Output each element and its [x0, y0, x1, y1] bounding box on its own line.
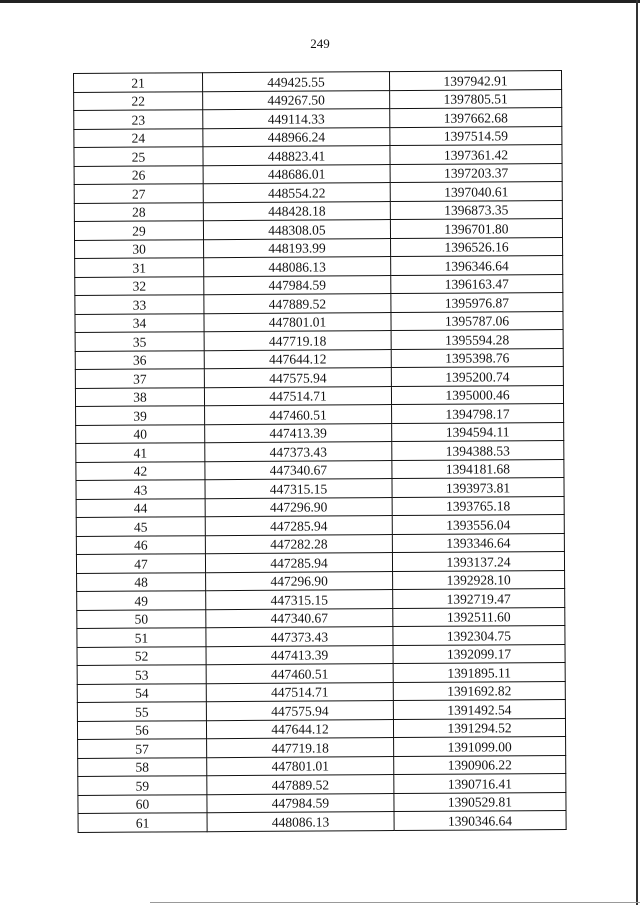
point-number-cell: 49 [77, 591, 206, 610]
table-row [74, 200, 562, 221]
y-coordinate-cell: 1392099.17 [393, 644, 565, 664]
x-coordinate-cell: 447719.18 [204, 331, 391, 351]
x-coordinate-cell: 448193.99 [204, 238, 391, 258]
y-coordinate-cell: 1397514.59 [390, 126, 562, 146]
table-row [74, 89, 562, 110]
table-row [76, 478, 564, 499]
x-coordinate-cell: 447413.39 [206, 645, 393, 665]
point-number-cell: 57 [78, 739, 207, 758]
x-coordinate-cell: 447340.67 [206, 608, 393, 628]
y-coordinate-cell: 1393137.24 [392, 552, 564, 572]
y-coordinate-cell: 1395787.06 [391, 311, 563, 331]
y-coordinate-cell: 1397942.91 [389, 71, 561, 91]
y-coordinate-cell: 1394594.11 [392, 422, 564, 442]
table-row [74, 71, 562, 92]
point-number-cell: 32 [75, 276, 204, 295]
table-row [78, 755, 566, 776]
x-coordinate-cell: 447340.67 [205, 460, 392, 480]
y-coordinate-cell: 1395976.87 [391, 293, 563, 313]
x-coordinate-cell: 448686.01 [203, 164, 390, 184]
x-coordinate-cell: 447315.15 [206, 590, 393, 610]
page-edge-top [0, 0, 640, 3]
y-coordinate-cell: 1390716.41 [394, 774, 566, 794]
y-coordinate-cell: 1395594.28 [391, 330, 563, 350]
table-row [75, 348, 563, 369]
y-coordinate-cell: 1397040.61 [390, 182, 562, 202]
y-coordinate-cell: 1390906.22 [394, 755, 566, 775]
y-coordinate-cell: 1392511.60 [393, 607, 565, 627]
x-coordinate-cell: 447413.39 [205, 423, 392, 443]
y-coordinate-cell: 1394181.68 [392, 459, 564, 479]
page-edge-right [636, 0, 638, 905]
y-coordinate-cell: 1390346.64 [394, 811, 566, 831]
point-number-cell: 23 [74, 110, 203, 129]
x-coordinate-cell: 447296.90 [206, 571, 393, 591]
x-coordinate-cell: 449267.50 [203, 90, 390, 110]
page-number: 249 [310, 36, 330, 51]
y-coordinate-cell: 1393556.04 [392, 515, 564, 535]
point-number-cell: 52 [77, 646, 206, 665]
point-number-cell: 41 [76, 443, 205, 462]
y-coordinate-cell: 1396873.35 [390, 200, 562, 220]
y-coordinate-cell: 1397203.37 [390, 163, 562, 183]
y-coordinate-cell: 1394798.17 [392, 404, 564, 424]
x-coordinate-cell: 447644.12 [204, 349, 391, 369]
table-row [77, 626, 565, 647]
point-number-cell: 36 [75, 350, 204, 369]
point-number-cell: 35 [75, 332, 204, 351]
table-row [74, 145, 562, 166]
x-coordinate-cell: 449114.33 [203, 109, 390, 129]
point-number-cell: 38 [75, 387, 204, 406]
point-number-cell: 54 [77, 683, 206, 702]
table-row [74, 108, 562, 129]
y-coordinate-cell: 1392304.75 [393, 626, 565, 646]
table-row [77, 663, 565, 684]
y-coordinate-cell: 1397361.42 [390, 145, 562, 165]
table-row [76, 552, 564, 573]
x-coordinate-cell: 448086.13 [207, 812, 394, 832]
table-row [77, 718, 565, 739]
point-number-cell: 61 [78, 813, 207, 832]
y-coordinate-cell: 1391099.00 [394, 737, 566, 757]
table-row [76, 515, 564, 536]
y-coordinate-cell: 1392719.47 [393, 589, 565, 609]
point-number-cell: 50 [77, 609, 206, 628]
table-row [76, 533, 564, 554]
x-coordinate-cell: 447644.12 [206, 719, 393, 739]
point-number-cell: 37 [75, 369, 204, 388]
table-row [78, 811, 566, 832]
table-row [78, 792, 566, 813]
y-coordinate-cell: 1390529.81 [394, 792, 566, 812]
table-row [75, 274, 563, 295]
point-number-cell: 56 [77, 720, 206, 739]
coordinates-table [73, 70, 567, 832]
point-number-cell: 40 [76, 424, 205, 443]
table-row [75, 367, 563, 388]
x-coordinate-cell: 448966.24 [203, 127, 390, 147]
y-coordinate-cell: 1396526.16 [391, 237, 563, 257]
point-number-cell: 58 [78, 757, 207, 776]
table-row [76, 459, 564, 480]
x-coordinate-cell: 447575.94 [204, 368, 391, 388]
x-coordinate-cell: 447285.94 [205, 553, 392, 573]
y-coordinate-cell: 1397805.51 [390, 89, 562, 109]
point-number-cell: 30 [75, 239, 204, 258]
table-row [77, 589, 565, 610]
x-coordinate-cell: 447889.52 [207, 775, 394, 795]
y-coordinate-cell: 1393765.18 [392, 496, 564, 516]
table-row [77, 681, 565, 702]
y-coordinate-cell: 1394388.53 [392, 441, 564, 461]
x-coordinate-cell: 448308.05 [203, 220, 390, 240]
x-coordinate-cell: 447514.71 [204, 386, 391, 406]
x-coordinate-cell: 447575.94 [206, 701, 393, 721]
x-coordinate-cell: 447285.94 [205, 516, 392, 536]
table-row [76, 496, 564, 517]
point-number-cell: 34 [75, 313, 204, 332]
y-coordinate-cell: 1391294.52 [393, 718, 565, 738]
x-coordinate-cell: 447315.15 [205, 479, 392, 499]
table-row [75, 385, 563, 406]
table-row [74, 182, 562, 203]
x-coordinate-cell: 447801.01 [207, 756, 394, 776]
table-row [77, 607, 565, 628]
point-number-cell: 45 [76, 517, 205, 536]
point-number-cell: 48 [77, 572, 206, 591]
table-row [78, 774, 566, 795]
y-coordinate-cell: 1396163.47 [391, 274, 563, 294]
x-coordinate-cell: 448823.41 [203, 146, 390, 166]
table-row [75, 330, 563, 351]
table-row [77, 570, 565, 591]
point-number-cell: 47 [76, 554, 205, 573]
x-coordinate-cell: 447282.28 [205, 534, 392, 554]
y-coordinate-cell: 1393346.64 [392, 533, 564, 553]
point-number-cell: 55 [77, 702, 206, 721]
table-row [75, 293, 563, 314]
table-row [77, 700, 565, 721]
x-coordinate-cell: 447460.51 [206, 664, 393, 684]
x-coordinate-cell: 447373.43 [206, 627, 393, 647]
y-coordinate-cell: 1391492.54 [393, 700, 565, 720]
y-coordinate-cell: 1395200.74 [391, 367, 563, 387]
table-row [78, 737, 566, 758]
x-coordinate-cell: 448428.18 [203, 201, 390, 221]
x-coordinate-cell: 447460.51 [205, 405, 392, 425]
point-number-cell: 44 [76, 498, 205, 517]
y-coordinate-cell: 1392928.10 [393, 570, 565, 590]
x-coordinate-cell: 447514.71 [206, 682, 393, 702]
x-coordinate-cell: 449425.55 [203, 72, 390, 92]
point-number-cell: 33 [75, 295, 204, 314]
table-row [74, 219, 562, 240]
x-coordinate-cell: 447984.59 [207, 793, 394, 813]
point-number-cell: 39 [76, 406, 205, 425]
x-coordinate-cell: 447719.18 [207, 738, 394, 758]
x-coordinate-cell: 448554.22 [203, 183, 390, 203]
x-coordinate-cell: 447984.59 [204, 275, 391, 295]
point-number-cell: 42 [76, 461, 205, 480]
point-number-cell: 29 [74, 221, 203, 240]
point-number-cell: 27 [74, 184, 203, 203]
table-row [75, 311, 563, 332]
table-row [74, 163, 562, 184]
point-number-cell: 31 [75, 258, 204, 277]
table-row [76, 404, 564, 425]
x-coordinate-cell: 447373.43 [205, 442, 392, 462]
y-coordinate-cell: 1396346.64 [391, 256, 563, 276]
point-number-cell: 21 [74, 73, 203, 92]
x-coordinate-cell: 447889.52 [204, 294, 391, 314]
point-number-cell: 25 [74, 147, 203, 166]
table-row [77, 644, 565, 665]
y-coordinate-cell: 1393973.81 [392, 478, 564, 498]
page-edge-bottom [150, 902, 640, 903]
point-number-cell: 26 [74, 165, 203, 184]
table-row [76, 422, 564, 443]
y-coordinate-cell: 1397662.68 [390, 108, 562, 128]
point-number-cell: 46 [76, 535, 205, 554]
point-number-cell: 22 [74, 91, 203, 110]
point-number-cell: 53 [77, 665, 206, 684]
y-coordinate-cell: 1391895.11 [393, 663, 565, 683]
point-number-cell: 59 [78, 776, 207, 795]
point-number-cell: 60 [78, 794, 207, 813]
table-row [75, 256, 563, 277]
table-row [76, 441, 564, 462]
table-row [75, 237, 563, 258]
point-number-cell: 43 [76, 480, 205, 499]
y-coordinate-cell: 1396701.80 [390, 219, 562, 239]
point-number-cell: 28 [74, 202, 203, 221]
x-coordinate-cell: 447296.90 [205, 497, 392, 517]
x-coordinate-cell: 448086.13 [204, 257, 391, 277]
x-coordinate-cell: 447801.01 [204, 312, 391, 332]
coordinates-table-body [74, 71, 567, 832]
table-row [74, 126, 562, 147]
y-coordinate-cell: 1395000.46 [391, 385, 563, 405]
point-number-cell: 51 [77, 628, 206, 647]
y-coordinate-cell: 1391692.82 [393, 681, 565, 701]
y-coordinate-cell: 1395398.76 [391, 348, 563, 368]
point-number-cell: 24 [74, 128, 203, 147]
